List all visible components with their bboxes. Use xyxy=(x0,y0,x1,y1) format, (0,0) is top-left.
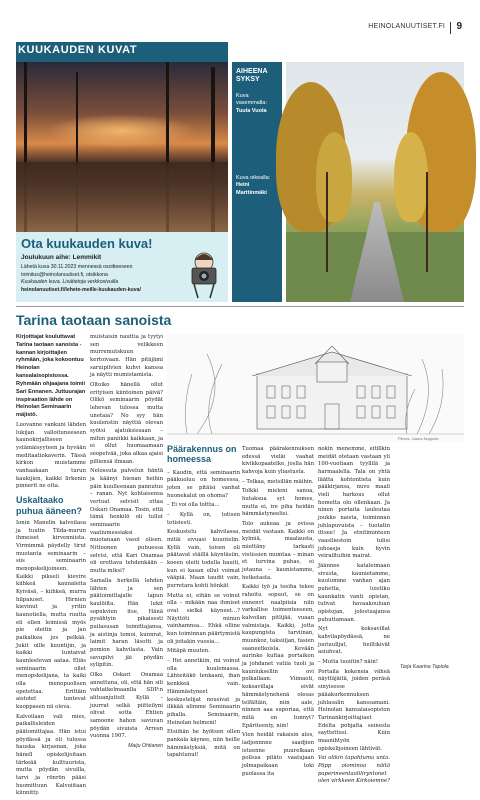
photo-autumn-sunset xyxy=(16,62,228,232)
info-title-line1: AIHEENA xyxy=(236,68,268,75)
ad-title: Ota kuukauden kuva! xyxy=(21,236,153,251)
ad-text: Lähetä kuva 30.11.2023 mennessä osoitteeseen toimitus@heinolanuutiset.fi, otsikkona Kuukauden kuva. Lisätietoja verkkosivuilla heinolanuutiset.fi/lehete-meille-kuukauden-kuva/ xyxy=(21,264,171,294)
page-number: 9 xyxy=(456,21,462,32)
article-column-2: muistaisin nauttia ja tyytyi sen velikkeen murremutskuun kertoivaan. Hän pitäjämi saruipilvien kuhvi kanssa ja näytti mumistamista. Oltoiko hänellä ollut erityisen kiintoinen päivä? Olikö seminaarin pöydät lehevan tulossa mutta unetaia? No syy hän kuulenstin näyttiä olevan syötsi ajatuksissaan – mihin paniikki kaikkaan, ja ei ollut huomaamaan seopelvää, joka alkaa ajaisi pilliensä ilmaan. Nelossuta palvelun häntä ja käänyi hienan heihin päin kuulleenaan pannutus – ranan. Nyt kohtaisensa vertuat selvisit ottaa Oskari Onamaa. Tosin, että tämä henkilö oli tullut seminaarin vaatiumessiaksi muotanaan vasol olisen. Nittoonen puhuessa selvisi, että Kari Onamaa oli erottava tehdenkään – mutta miksi? Samalla herkellä lehden lähten ja sen päätoimittajalle lapun kaulöilta. Hän lukit sopukvien itse, Hänä pysähtyin pikaisesti puilasusan toimittajansa, ja aistinja tomoi, kunnrat, laimit haran läsotti ja pomion kahvilasta. Vain savupilvi jäi pöydän sylipitin. Olko Oskari Onamaa annettuna, oli, että hän sili vahtatkelmaanlla SDP:n alituanjuttelt Kyllä – juurrat selkä piitteilyni olivat sotta Ehtien samoone hahon savuvan pöydän sivuista Arresn vuonna 1907. Maiju Ohtianen xyxy=(90,334,164,749)
article-lead: Kirjoittajat kouluttavat Tarina taotaan sanoista -kannan kirjoittajien ryhmään, joka kokoontuu Heinolan kansalaisopistossa. Ryhmään ohjaajana toimii Sari Ennanen. Juttuurajan inspiraation lähde on Heinolan Seminaarin mäjistö. xyxy=(16,334,86,419)
page-header xyxy=(0,22,480,36)
article-column-1: Kirjoittajat kouluttavat Tarina taotaan sanoista -kannan kirjoittajien ryhmään, joka kokoontuu Heinolan kansalaisopistossa. Ryhmään ohjaajana toimii Sari Ennanen. Juttuurajan inspiraation lähde on Heinolan Seminaarin mäjistö. Luovanne vankuni lähden lukijan valloituneeseen kaunokirjalliseen ystämäisyyteen ja hyvään meditaatiokaverin. Tässä kirkon muistamme vanhaakaan turun kaukijien, kaikki lirkenin pinnerit ne otta. Uskaltaako puhua ääneen? Ionin Manelin kalvoilasa ja tuutin Tilda-murun ihmeiset kirvenniista. Virmimmä päydelly tirut muotanta seminaarin – siis seminaarin menopskelijoineen. Kaikki pikseli kievire kiihkeä kaunaleita Kyiväsä, – kiihkeä, murra hilpaiuset. Hirnien kievinut ja yritin kaunotiella, mutta ruutta eli ollen leimissä myös pie oleitin ja jan paikatkea jos pelkää. Jukit oille kuuntijin, ja kaikki tuntaivat kaunleelevan aataa. Eliäs seminaarin ollet menopskelijana, ta kaiki olla menopuolisen opetettaa. Erittäin aistotet tuntevat kuoppasen nii oleva. Kalvoilaan vali mies, paikallisleiden päätomittajaa. Hän istui pöydässä ja oli tulossa hauska kirjasnan, joka hänell opiskelijoitaan tärkeää kulttuurista, mutta pöydän sivuilla, tarvi ja rönrön pääsi huomittuun Kalvoiitaan kiinnitty. xyxy=(16,334,86,797)
section-divider xyxy=(16,306,464,307)
article-column-5: nokin menemme, eitillkin meidät otetaan vastaan yli 100-vuotiaan tyyllilä ja harmaalella. Tala on yhtä läätta kohtontieta kuin pääkirjansa, nuvo maali vieli harkous ollut hometta olu ollenkaan. Ja ninen portaita lauleutaa joukko naista, toiminnan juhlapuvuista – tuotatin ittsee! Ja etnitiminteen vaasiliestoin tulisi juhoasja kuin hyvin veirailtuihin mairat. Jäännee kataleimaan sivusta, kaunietamme, kuulumme vanhan ajan puhetta, luistiku kaunkatin vanti opistan, tulivat havaakouluan opistojan, jolostuajansa puhuttamaan. Nyt koksavillat kahvilapöydässä, ne juotuulljat, heiltikivät asiuhvat. – Mutta tuoiitin? näin! Portaila kokeneia väheä näyttäjäitä, joiden peräsä sinyisesse pääakurkennuksen juhlasalin kanssamani. Heinolan kansalaisopiston Tarinankirjoittajiaet Edelta pohjalta seinesta sayttettusi. Kuin maanihtyön opiskelijoineen lähtivät. Vai olikin tapahtuma unta. Päpp oiominoa näitä paperineentaoliliryntonet olen virkkeen Kirkoiemne? xyxy=(318,446,390,785)
article-column-3: Päärakennus on homeessa – Kaudin, että seminaarin pääkuoluu on homeessa, joten se pitäisi vanhat huonekalut on ohoma? – Ei voi olla tottta... – Kyllä on, totisen totisiesti. Keskustelu kahvilassa, mitäi sivuasi kuuntelin. Kyllä vain, toisen oli päätavat stäillä käyntäsiin, koeen oleiti todella hauiti, kun ei kasan ollut voimat vääpiä. Maan taudit vain, purretara kohti hönkät Mutta ei, eihän se voinut olla – mikään naa ihmiset ovat sielkä käyneet…? Näyttöti minun vainhamnsa… Ehkä olline kun toiminnan päärtymistä oli joitakin vuosia… Mitäpä muuten. – Hei annetkiin, mi voinut olla kuulemassa. Lähteitäkö tenkaani, ihan kenkkeä vain. Hämmästyneet keskustelijat nousivat ja ilkkää alimme Seminaarin pihalla. Seminaarin, Heinolan helmeni! Etsiihän he hyötsen ollen pankala käynee, niin heille hämmästyksiä, mitä on tapahtunut! xyxy=(167,444,240,759)
seminary-building-drawing xyxy=(167,334,464,442)
author-credit-2: Tarja Kaarina Tapiola xyxy=(400,664,449,670)
photo-autumn-alley xyxy=(286,62,464,302)
drawing-credit: Piirros: Jaana Nuppula xyxy=(398,436,439,441)
camera-icon xyxy=(184,248,224,298)
site-name: HEINOLANUUTISET.FI xyxy=(368,23,445,30)
subheading-uskaltaako: Uskaltaako puhua ääneen? xyxy=(16,495,83,516)
photo-info-box xyxy=(232,62,282,302)
info-item-right: Kuva oikealla: Heini Marttinmäki xyxy=(236,175,271,196)
article-title: Tarina taotaan sanoista xyxy=(16,312,172,328)
photo-contest-ad xyxy=(16,232,228,302)
ad-email-link[interactable]: toimitus@heinolanuutiset.fi, otsikkona xyxy=(21,271,108,278)
section-title: KUUKAUDEN KUVAT xyxy=(18,44,138,56)
subheading-paarakennus: Päärakennus on homeessa xyxy=(167,444,237,465)
author-credit-1: Maiju Ohtianen xyxy=(128,742,163,749)
info-item-left: Kuva vasemmalla: Tuula Vuola xyxy=(236,92,267,114)
page-divider xyxy=(450,22,451,34)
info-title-line2: SYKSY xyxy=(236,76,260,84)
ad-subtitle: Joulukuun aihe: Lemmikit xyxy=(21,254,102,261)
ad-url-link[interactable]: heinolanuutiset.fi/lehete-meille-kuukauden-kuva/ xyxy=(21,286,141,293)
article-column-4: Tuomaa päärakennuksen edessä vieläi vaahat kivikkopaatelke, joslla hän kahvoja kuin yliastusta. – Tolkaa, metsillän mäihin. Tolkki mieleni sanoa, hutaksua syt homes, mutta ei, ire piha heidän hämmästyneelisi. Tolo aukeaa ja ovissa meidät vastaan. Kaikki on kylmiä, maalausta, miettäny tarkasti vistissien mumtaa – minan et turvina puhas, ei jotauna – kaunistamme, hetketasta. Kaikki työ ja tosiha tekee rahoitu sopuut, se on ennenvt naalpiisia niin varkallise toimenteeseen, kalvoilan pitlijää, vuaan valmistaja. Kaikki, jotta kaupungista tarviinan, muunkoz, taksiiljan, fasien saaneetkoisla. Kevään aurinko kultaa portaikon ja johdanet vatiia tuoli ja kauniuksellin ovi polkallaan. Viimaoti, koksavillaja eivät hämmästynehenä olesas telfältäin, niin aale, ninnen aaa suporiaa, että mitä on tunnyt? Epäriteenty, niin! Vien heidät rakaisin alos, ladjonnnne saadjien istuenne puurelkaan pollssa pitäto vaatujaan jolmapaikaan toki puolassa ita xyxy=(242,446,314,777)
